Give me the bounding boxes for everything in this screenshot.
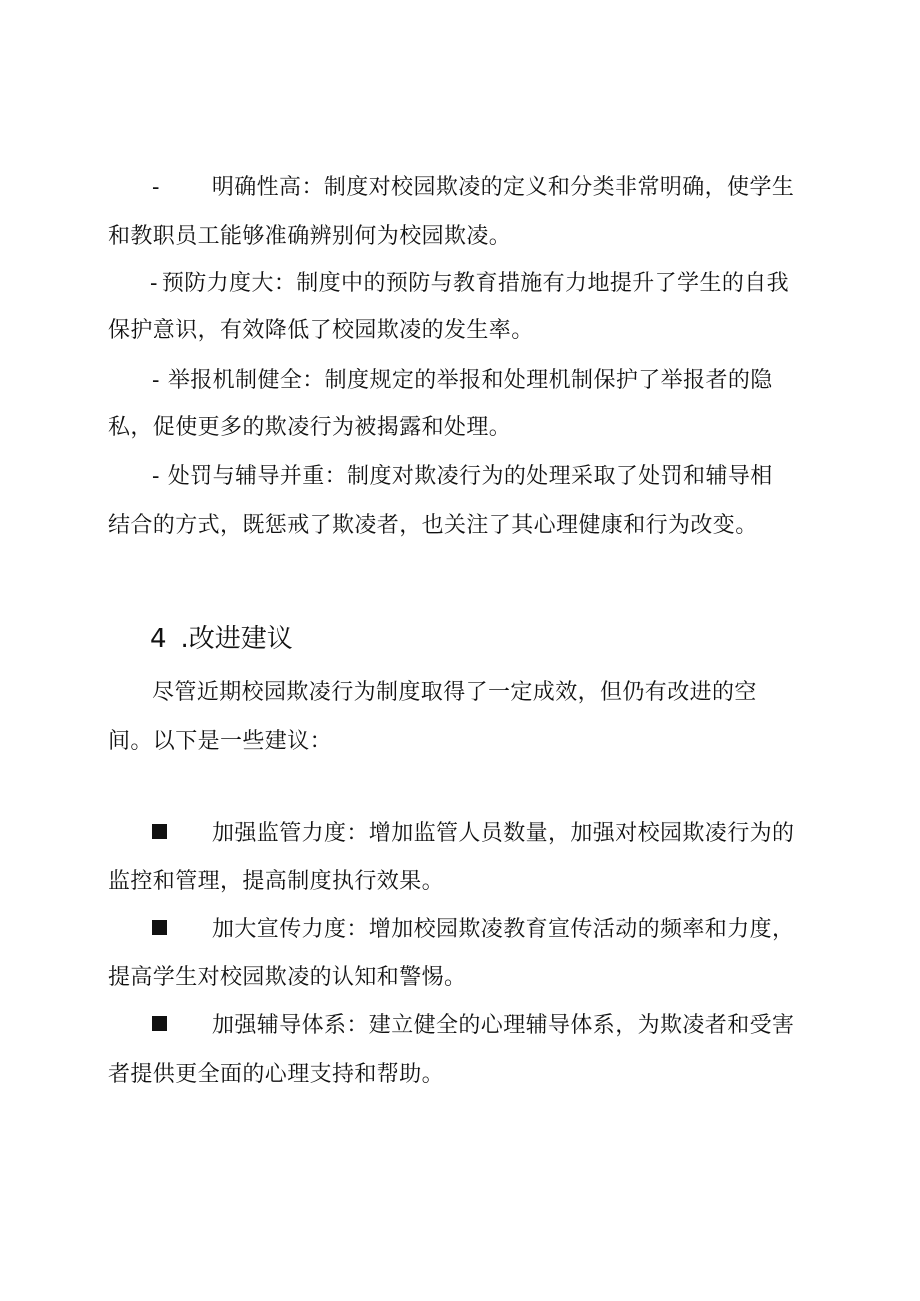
list-item-text: 处罚与辅导并重：制度对欺凌行为的处理采取了处罚和辅导相 [167, 464, 773, 489]
list-item-4-line2: 结合的方式，既惩戒了欺凌者，也关注了其心理健康和行为改变。 [108, 513, 758, 538]
suggestion-1-line1 [152, 819, 794, 849]
intro-line1: 尽管近期校园欺凌行为制度取得了一定成效，但仍有改进的空 [152, 680, 757, 705]
suggestion-2-line1 [152, 915, 794, 945]
dash-bullet: - [150, 271, 158, 296]
dash-bullet: - [152, 464, 160, 489]
list-item-2-line1 [150, 269, 789, 299]
dash-bullet: - [152, 368, 160, 393]
list-item-text: 预防力度大：制度中的预防与教育措施有力地提升了学生的自我 [161, 271, 790, 296]
suggestion-1-line2: 监控和管理，提高制度执行效果。 [108, 869, 445, 894]
list-item-3-line1 [152, 366, 773, 396]
list-item-2-line2: 保护意识，有效降低了校园欺凌的发生率。 [108, 318, 534, 343]
section-title: .改进建议 [180, 624, 293, 654]
list-item-1-line1 [152, 173, 794, 203]
square-bullet-icon [152, 824, 167, 839]
suggestion-2-line2: 提高学生对校园欺凌的认知和警惕。 [108, 965, 467, 990]
suggestion-text: 加强监管力度：增加监管人员数量，加强对校园欺凌行为的 [212, 821, 795, 846]
list-item-text: 举报机制健全：制度规定的举报和处理机制保护了举报者的隐 [167, 368, 773, 393]
list-item-text: 明确性高：制度对校园欺凌的定义和分类非常明确，使学生 [211, 175, 795, 200]
intro-line2: 间。以下是一些建议： [108, 729, 333, 754]
list-item-3-line2: 私，促使更多的欺凌行为被揭露和处理。 [108, 415, 512, 440]
section-heading [150, 622, 293, 656]
suggestion-text: 加强辅导体系：建立健全的心理辅导体系，为欺凌者和受害 [212, 1013, 795, 1038]
list-item-4-line1 [152, 462, 773, 492]
square-bullet-icon [152, 1016, 167, 1031]
list-item-1-line2: 和教职员工能够准确辨别何为校园欺凌。 [108, 224, 512, 249]
dash-bullet: - [152, 175, 160, 200]
section-number: 4 [150, 624, 167, 654]
suggestion-3-line2: 者提供更全面的心理支持和帮助。 [108, 1062, 445, 1087]
suggestion-3-line1 [152, 1011, 794, 1041]
suggestion-text: 加大宣传力度：增加校园欺凌教育宣传活动的频率和力度， [212, 917, 795, 942]
square-bullet-icon [152, 920, 167, 935]
